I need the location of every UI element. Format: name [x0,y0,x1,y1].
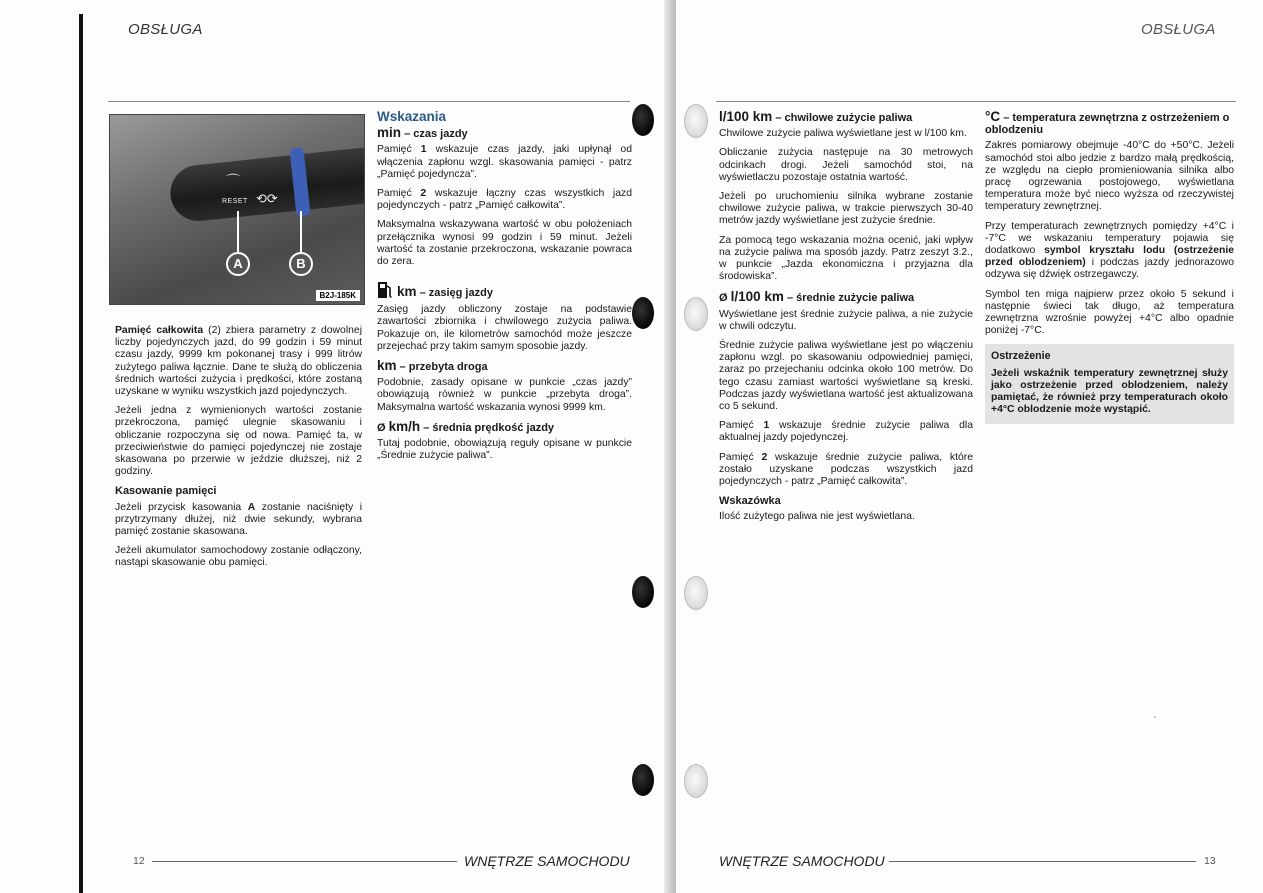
text: i podczas jazdy jednorazowo odzywa się dźwięk ostrzegawczy. [985,257,1234,281]
paragraph [115,325,362,398]
text: Pamięć [719,420,764,432]
paragraph [115,502,362,539]
text: Przy temperaturach zewnętrznych pomiędzy +4°C i -7°C we wskazaniu temperatury pojawia się dodatkowo [985,220,1234,257]
ref-a: A [247,501,256,513]
paragraph: Chwilowe zużycie paliwa wyświetlane jest w l/100 km. [719,128,967,140]
paragraph: Zakres pomiarowy obejmuje -40°C do +50°C. Jeżeli samochód stoi albo jedzie z bardzo małą prędkością, ze względu na ciepło promieniowania silnika albo pracę ogrzewania postojowego, wyświetlana temperatura może być nieco wyższa od rzeczywistej temperatury zewnętrznej. [985,140,1234,213]
label: – czas jazdy [401,128,468,141]
right-col-1 [719,111,973,531]
unit: l/100 km [719,109,773,124]
footer-rule [152,861,457,862]
num: 2 [761,451,768,463]
unit: °C [985,109,1001,124]
page-number-left: 12 [133,855,145,867]
unit: min [377,125,402,141]
binding-line [79,14,83,893]
header-rule [108,101,630,102]
heading-speed [377,418,632,434]
left-col-2 [377,111,632,469]
unit: km [397,284,417,300]
text: Jeżeli przycisk kasowania [115,501,248,513]
heading-distance [377,360,632,373]
paragraph: Tutaj podobnie, obowiązują reguły opisane w punkcie „Średnie zużycie paliwa”. [377,438,632,462]
binder-hole [632,764,654,796]
text: wskazuje średnie zużycie paliwa dla aktualnej jazdy pojedynczej. [719,420,973,444]
heading-average [719,291,973,304]
footer-title-left: WNĘTRZE SAMOCHODU [464,853,630,869]
text: Pamięć [377,188,421,200]
heading-tip: Wskazówka [719,495,781,508]
paragraph [377,188,632,212]
paragraph [719,420,973,444]
running-head-left: OBSŁUGA [128,21,203,38]
paragraph: Obliczanie zużycia następuje na 30 metrowych odcinkach drogi. Jeżeli samochód stoi, na wyświetlaczu pozostaje ostatnia wartość. [719,147,973,183]
warning-box [985,344,1234,424]
heading-range [377,280,632,300]
binder-hole [684,297,708,331]
paragraph: Podobnie, zasady opisane w punkcie „czas jazdy” obowiązują również w punkcie „przebyta droga”. Maksymalna wartość wskazania wynosi 9999 km. [377,377,632,413]
binder-hole [632,576,654,608]
section-title: Wskazania [377,109,447,124]
fuel-pump-icon [377,280,393,300]
figure-code: B2J-185K [316,290,360,301]
label: – średnie zużycie paliwa [783,292,915,305]
right-col-2 [985,111,1234,424]
callout-b: B [289,252,313,276]
page-number-right: 13 [1204,855,1216,867]
label: – przebyta droga [396,361,488,374]
left-col-1 [115,325,362,577]
paragraph: Średnie zużycie paliwa wyświetlane jest po włączeniu zapłonu wzgl. po skasowaniu odpowiedniej pamięci, zaraz po przejechaniu odcinka około 100 metrów. Do tego czasu zamiast wartości wyświetlane są kreski. Podczas jazdy wyświetlana wartość jest aktualizowana co 5 sekund. [719,340,973,413]
footer-rule [889,861,1196,862]
unit: km [377,358,397,374]
binder-hole [632,297,654,329]
paragraph: Ilość zużytego paliwa nie jest wyświetlana. [719,511,915,523]
figure-wiper-stalk [109,114,365,305]
num: 1 [420,144,427,156]
num: 2 [420,188,427,200]
paragraph [985,221,1234,282]
text: wskazuje czas jazdy, jaki upłynął od włączenia zapłonu wzgl. skasowania pamięci - patrz „Pamięć pojedyncza”. [377,144,632,180]
binder-hole [684,576,708,610]
unit: l/100 km [730,289,784,305]
paragraph: Jeżeli po uruchomieniu silnika wybrane zostanie chwilowe zużycie paliwa, w trakcie pierwszych 30-40 metrów jazdy wyświetlane jest zużycie średnie. [719,191,973,227]
unit: km/h [388,418,421,434]
speck [1154,716,1156,718]
label: – średnia prędkość jazdy [420,421,555,434]
avg-symbol: Ø [719,292,731,305]
binder-hole [632,104,654,136]
paragraph: Symbol ten miga najpierw przez około 5 sekund i następnie świeci tak długo, aż temperatura zewnętrzna wzrośnie powyżej +4°C albo opadnie poniżej -7°C. [985,288,1234,337]
paragraph [719,452,973,489]
text: (2) zbiera parametry z dowolnej liczby pojedynczych jazd, do 99 godzin i 59 minut czasu jazdy, 9999 km pokonanej trasy i 999 litrów zużytego paliwa łącznie. Dane te służą do obliczenia średnich wartości zużycia i prędkości, które zostaną uzyskane w wyniku wszystkich jazd pojedynczych. [115,325,363,398]
warning-title: Ostrzeżenie [991,350,1051,363]
paragraph: Maksymalna wskazywana wartość w obu położeniach przełącznika wynosi 99 godzin i 59 minut. Jeżeli wartość ta zostanie przekroczona, wskazanie powraca do zera. [377,219,632,268]
label: – zasięg jazdy [416,287,493,300]
text: wskazuje średnie zużycie paliwa, które zostało uzyskane podczas wszystkich jazd pojedynczych - patrz „Pamięć całkowita”. [719,451,973,488]
text: Pamięć [719,451,762,463]
text: wskazuje łączny czas wszystkich jazd pojedynczych - patrz „Pamięć całkowita”. [377,188,632,212]
leader-a [237,211,239,257]
leader-b [300,211,302,257]
paragraph [377,144,632,181]
right-page [676,0,1263,893]
binder-hole [684,764,708,798]
ice-symbol-term: symbol kryształu lodu (ostrzeżenie przed oblodzeniem) [985,245,1234,269]
warning-body: Jeżeli wskaźnik temperatury zewnętrznej służy jako ostrzeżenie przed oblodzeniem, należy pamiętać, że również przy temperaturach około +4°C oblodzenie może wystąpić. [991,367,1228,416]
wiper-icon: ⌒ [226,173,240,189]
stalk-shape [168,146,365,224]
callout-a: A [226,252,250,276]
paragraph: Wyświetlane jest średnie zużycie paliwa, a nie zużycie w chwili odczytu. [719,308,973,332]
avg-symbol: Ø [377,421,389,434]
label: – temperatura zewnętrzna z ostrzeżeniem o oblodzeniu [985,112,1230,137]
footer-title-right: WNĘTRZE SAMOCHODU [719,853,885,869]
paragraph: Zasięg jazdy obliczony zostaje na podstawie zawartości zbiornika i chwilowego zużycia paliwa. Pokazuje on, ile kilometrów samochód może jeszcze przejechać przy takim samym sposobie jazdy. [377,304,632,352]
binder-hole [684,104,708,138]
text: zostanie naciśnięty i przytrzymany dłużej, niż dwie sekundy, wybrana pamięć zostanie skasowana. [115,501,362,538]
paragraph: Za pomocą tego wskazania można ocenić, jaki wpływ na zużycie paliwa ma sposób jazdy. Patrz zeszyt 3.2., w punkcie „Jazda ekonomiczna i przyjazna dla środowiska”. [719,234,973,283]
paragraph: Jeżeli jedna z wymienionych wartości zostanie przekroczona, pamięć ulegnie skasowaniu i obliczanie rozpoczyna się od nowa. Pamięć ta, w przeciwieństwie do pamięci pojedynczej nie zostaje skasowana po przerwie w jeździe dłuższej, niż 2 godziny. [115,405,362,478]
washer-icon: ⟲⟳ [256,191,278,206]
text: Pamięć [377,144,421,156]
paragraph: Jeżeli akumulator samochodowy zostanie odłączony, nastąpi skasowanie obu pamięci. [115,545,362,569]
header-rule [716,101,1236,102]
num: 1 [763,420,770,432]
heading-min [377,127,632,140]
heading-reset: Kasowanie pamięci [115,485,217,498]
reset-label: RESET [222,198,248,205]
heading-temperature [985,111,1234,136]
label: – chwilowe zużycie paliwa [772,112,913,124]
term-total-memory: Pamięć całkowita [115,325,204,336]
heading-instant [719,111,973,124]
running-head-right: OBSŁUGA [1141,21,1216,38]
